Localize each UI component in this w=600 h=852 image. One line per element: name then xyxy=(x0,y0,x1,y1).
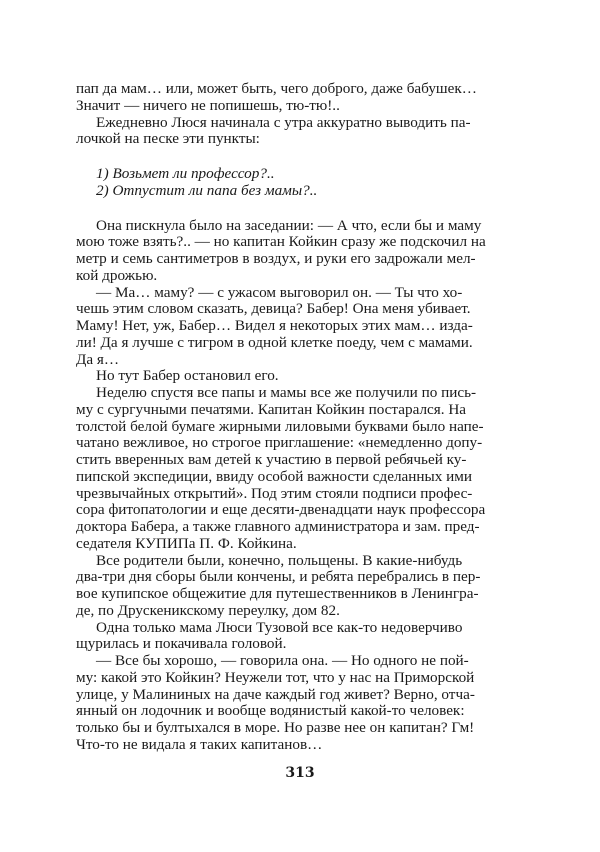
text-line: Но тут Бабер остановил его. xyxy=(96,367,279,385)
text-line: ли! Да я лучше с тигром в одной клетке поеду, чем с мамами. xyxy=(76,333,473,351)
text-line: вое купипское общежитие для путешественников в Ленингра- xyxy=(76,585,479,602)
page-body-text xyxy=(76,80,486,754)
text-line: мою тоже взять?.. — но капитан Койкин сразу же подскочил на xyxy=(76,233,486,251)
text-line: Она пискнула было на заседании: — А что, если бы и маму xyxy=(96,216,482,234)
list-item: 2) Отпустит ли папа без мамы?.. xyxy=(96,181,318,199)
text-line: чатано вежливое, но строгое приглашение: «немедленно допу- xyxy=(76,434,483,452)
text-line: толстой белой бумаге жирными лиловыми буквами было напе- xyxy=(76,417,484,435)
text-line: Одна только мама Люси Тузовой все как-то недоверчиво xyxy=(96,618,463,636)
text-line: чешь этим словом сказать, девица? Бабер! Она меня убивает. xyxy=(76,300,471,318)
text-line: лочкой на песке эти пункты: xyxy=(76,130,260,148)
text-line: улице, у Малининых на даче каждый год живет? Верно, отча- xyxy=(76,685,475,703)
text-line: доктора Бабера, а также главного администратора и зам. пред- xyxy=(76,518,480,535)
text-line: кой дрожью. xyxy=(76,266,158,284)
paragraph xyxy=(76,368,459,385)
text-line: му: какой это Койкин? Неужели тот, что у нас на Приморской xyxy=(76,668,475,686)
text-line: только бы и бултыхался в море. Но разве нее он капитан? Гм! xyxy=(76,719,475,736)
paragraph xyxy=(76,216,486,285)
paragraph xyxy=(76,384,486,553)
text-line: два-три дня сборы были кончены, и ребята перебрались в пер- xyxy=(76,568,481,586)
paragraph xyxy=(76,80,477,115)
paragraph xyxy=(76,113,471,149)
text-line: Маму! Нет, уж, Бабер… Видел я некоторых этих мам… изда- xyxy=(76,317,473,334)
text-line: сора фитопатологии и еще десяти-двенадцати наук профессора xyxy=(76,501,486,519)
paragraph xyxy=(76,618,463,654)
text-line: Неделю спустя все папы и мамы все же получили по пись- xyxy=(96,384,477,401)
text-line: пипской экспедиции, ввиду особой важности сделанных ими xyxy=(76,467,473,485)
text-line: метр и семь сантиметров в воздух, и руки его задрожали мел- xyxy=(76,250,476,267)
list-item: 1) Возьмет ли профессор?.. xyxy=(96,165,275,182)
text-line: чрезвычайных открытий». Под этим стояли подписи профес- xyxy=(76,484,473,502)
text-line: му с сургучными печатями. Капитан Койкин постарался. На xyxy=(76,400,467,418)
text-line: Значит — ничего не попишешь, тю-тю!.. xyxy=(76,96,340,114)
text-line: Да я… xyxy=(76,350,120,368)
text-line: стить вверенных вам детей к участию в первой ребячьей ку- xyxy=(76,451,467,468)
paragraph-spacer xyxy=(76,200,459,218)
paragraph-spacer xyxy=(76,148,459,166)
text-line: янный он лодочник и вообще водянистый какой-то человек: xyxy=(76,702,465,720)
text-line: пап да мам… или, может быть, чего доброго, даже бабушек… xyxy=(76,80,477,97)
text-line: Ежедневно Люся начинала с утра аккуратно выводить па- xyxy=(96,113,471,131)
paragraph xyxy=(76,652,475,754)
text-line: Что-то не видала я таких капитанов… xyxy=(76,735,323,753)
paragraph xyxy=(76,283,473,369)
text-line: седателя КУПИПа П. Ф. Койкина. xyxy=(76,534,297,552)
italic-list xyxy=(76,166,459,200)
paragraph xyxy=(76,551,481,620)
text-line: — Ма… маму? — с ужасом выговорил он. — Ты что хо- xyxy=(96,283,463,301)
page-number: 313 xyxy=(285,765,315,781)
text-line: де, по Друскеникскому переулку, дом 82. xyxy=(76,601,340,619)
text-line: щурилась и покачивала головой. xyxy=(76,635,287,653)
text-line: — Все бы хорошо, — говорила она. — Но одного не пой- xyxy=(96,652,469,669)
text-line: Все родители были, конечно, польщены. В какие-нибудь xyxy=(96,551,463,569)
